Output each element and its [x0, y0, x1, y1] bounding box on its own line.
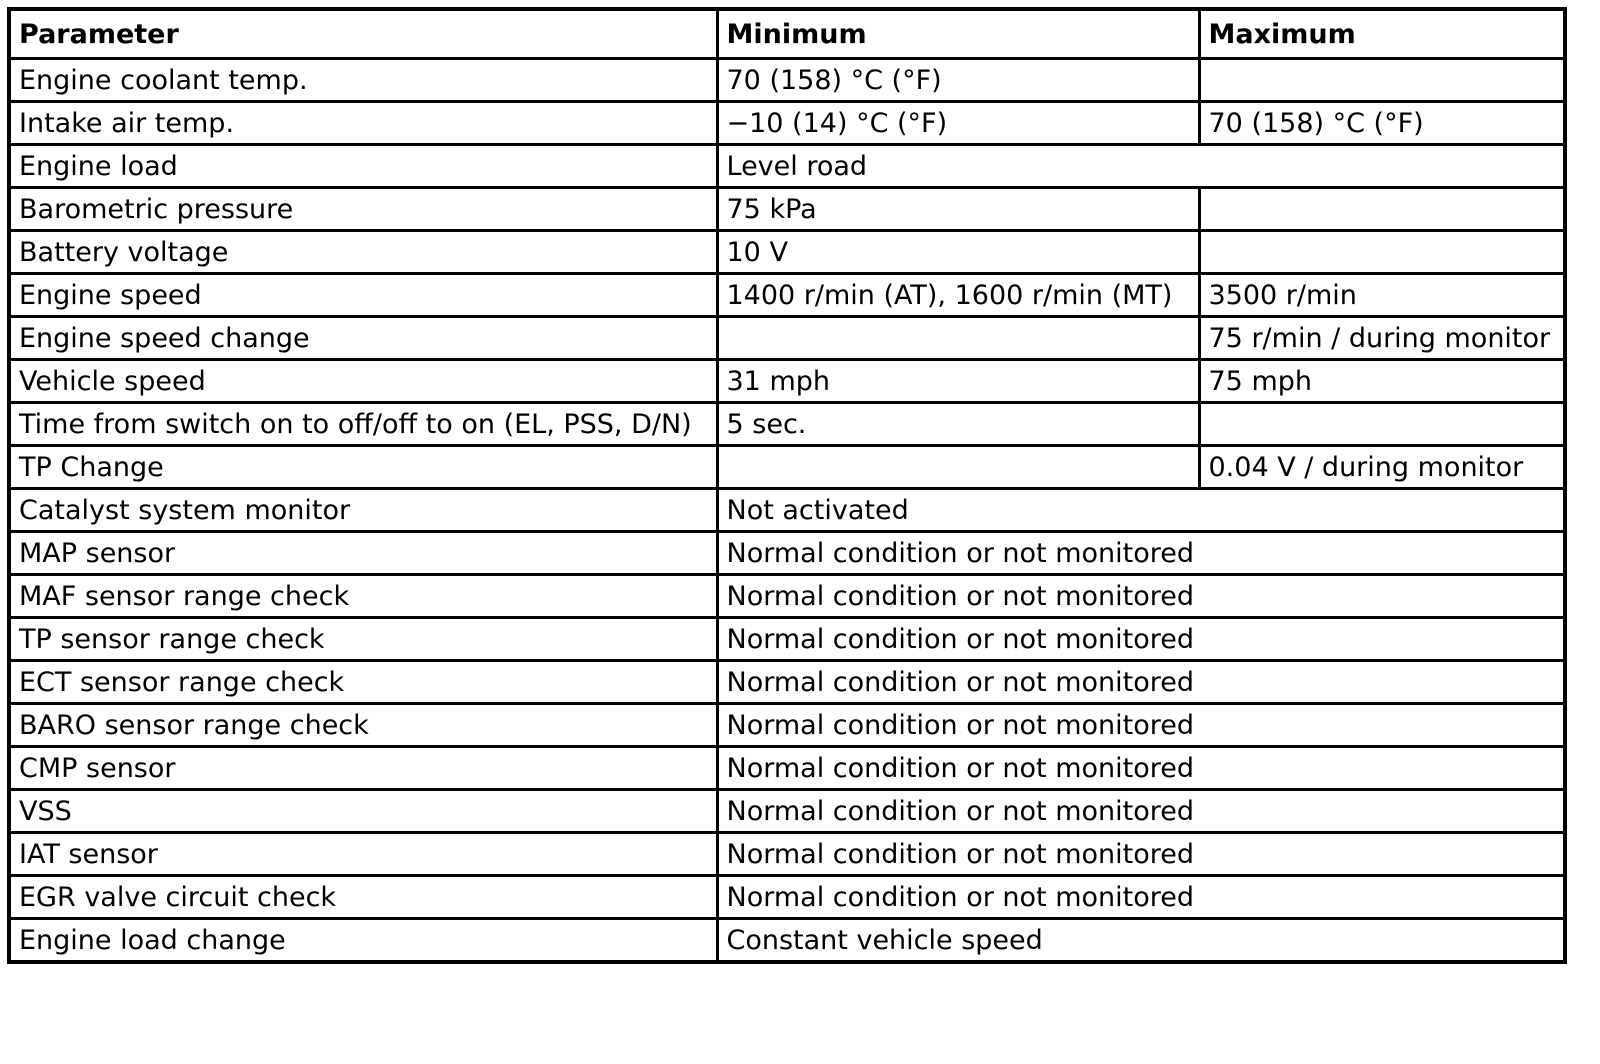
- parameter-cell: Barometric pressure: [9, 188, 717, 231]
- table-row: [9, 102, 1565, 145]
- table-row: [9, 833, 1565, 876]
- parameter-cell: Engine coolant temp.: [9, 59, 717, 102]
- minimum-cell: 1400 r/min (AT), 1600 r/min (MT): [717, 274, 1199, 317]
- table-row: [9, 59, 1565, 102]
- parameter-cell: MAP sensor: [9, 532, 717, 575]
- maximum-cell: 3500 r/min: [1199, 274, 1565, 317]
- parameter-cell: IAT sensor: [9, 833, 717, 876]
- parameter-cell: Battery voltage: [9, 231, 717, 274]
- maximum-cell: [1199, 59, 1565, 102]
- parameter-cell: EGR valve circuit check: [9, 876, 717, 919]
- header-maximum: Maximum: [1199, 9, 1565, 59]
- parameter-cell: Catalyst system monitor: [9, 489, 717, 532]
- parameter-cell: Intake air temp.: [9, 102, 717, 145]
- table-row: [9, 403, 1565, 446]
- table-row: [9, 790, 1565, 833]
- parameter-table: [7, 7, 1567, 964]
- parameter-cell: MAF sensor range check: [9, 575, 717, 618]
- minimum-cell: 5 sec.: [717, 403, 1199, 446]
- table-row: [9, 747, 1565, 790]
- condition-cell: Normal condition or not monitored: [717, 876, 1565, 919]
- table-row: [9, 188, 1565, 231]
- table-row: [9, 661, 1565, 704]
- minimum-cell: 10 V: [717, 231, 1199, 274]
- table-row: [9, 575, 1565, 618]
- maximum-cell: 70 (158) °C (°F): [1199, 102, 1565, 145]
- condition-cell: Level road: [717, 145, 1565, 188]
- header-minimum: Minimum: [717, 9, 1199, 59]
- minimum-cell: 70 (158) °C (°F): [717, 59, 1199, 102]
- condition-cell: Normal condition or not monitored: [717, 532, 1565, 575]
- parameter-cell: TP Change: [9, 446, 717, 489]
- minimum-cell: 31 mph: [717, 360, 1199, 403]
- table-row: [9, 704, 1565, 747]
- parameter-cell: TP sensor range check: [9, 618, 717, 661]
- table-row: [9, 532, 1565, 575]
- table-row: [9, 231, 1565, 274]
- table-row: [9, 618, 1565, 661]
- table-row: [9, 446, 1565, 489]
- parameter-cell: Engine load: [9, 145, 717, 188]
- condition-cell: Normal condition or not monitored: [717, 704, 1565, 747]
- table-row: [9, 489, 1565, 532]
- condition-cell: Constant vehicle speed: [717, 919, 1565, 963]
- parameter-cell: CMP sensor: [9, 747, 717, 790]
- table-body: [9, 59, 1565, 963]
- parameter-cell: Time from switch on to off/off to on (EL, PSS, D/N): [9, 403, 717, 446]
- header-parameter: Parameter: [9, 9, 717, 59]
- table-row: [9, 274, 1565, 317]
- maximum-cell: 0.04 V / during monitor: [1199, 446, 1565, 489]
- condition-cell: Normal condition or not monitored: [717, 575, 1565, 618]
- table-row: [9, 145, 1565, 188]
- parameter-cell: VSS: [9, 790, 717, 833]
- condition-cell: Normal condition or not monitored: [717, 661, 1565, 704]
- maximum-cell: [1199, 403, 1565, 446]
- condition-cell: Not activated: [717, 489, 1565, 532]
- minimum-cell: −10 (14) °C (°F): [717, 102, 1199, 145]
- table-row: [9, 360, 1565, 403]
- parameter-cell: Engine speed change: [9, 317, 717, 360]
- minimum-cell: [717, 446, 1199, 489]
- maximum-cell: [1199, 231, 1565, 274]
- condition-cell: Normal condition or not monitored: [717, 833, 1565, 876]
- parameter-cell: Vehicle speed: [9, 360, 717, 403]
- condition-cell: Normal condition or not monitored: [717, 790, 1565, 833]
- minimum-cell: [717, 317, 1199, 360]
- header-row: [9, 9, 1565, 59]
- table-row: [9, 317, 1565, 360]
- parameter-cell: BARO sensor range check: [9, 704, 717, 747]
- parameter-cell: ECT sensor range check: [9, 661, 717, 704]
- minimum-cell: 75 kPa: [717, 188, 1199, 231]
- maximum-cell: 75 r/min / during monitor: [1199, 317, 1565, 360]
- condition-cell: Normal condition or not monitored: [717, 747, 1565, 790]
- parameter-cell: Engine speed: [9, 274, 717, 317]
- table-row: [9, 919, 1565, 963]
- table-row: [9, 876, 1565, 919]
- condition-cell: Normal condition or not monitored: [717, 618, 1565, 661]
- maximum-cell: [1199, 188, 1565, 231]
- maximum-cell: 75 mph: [1199, 360, 1565, 403]
- parameter-cell: Engine load change: [9, 919, 717, 963]
